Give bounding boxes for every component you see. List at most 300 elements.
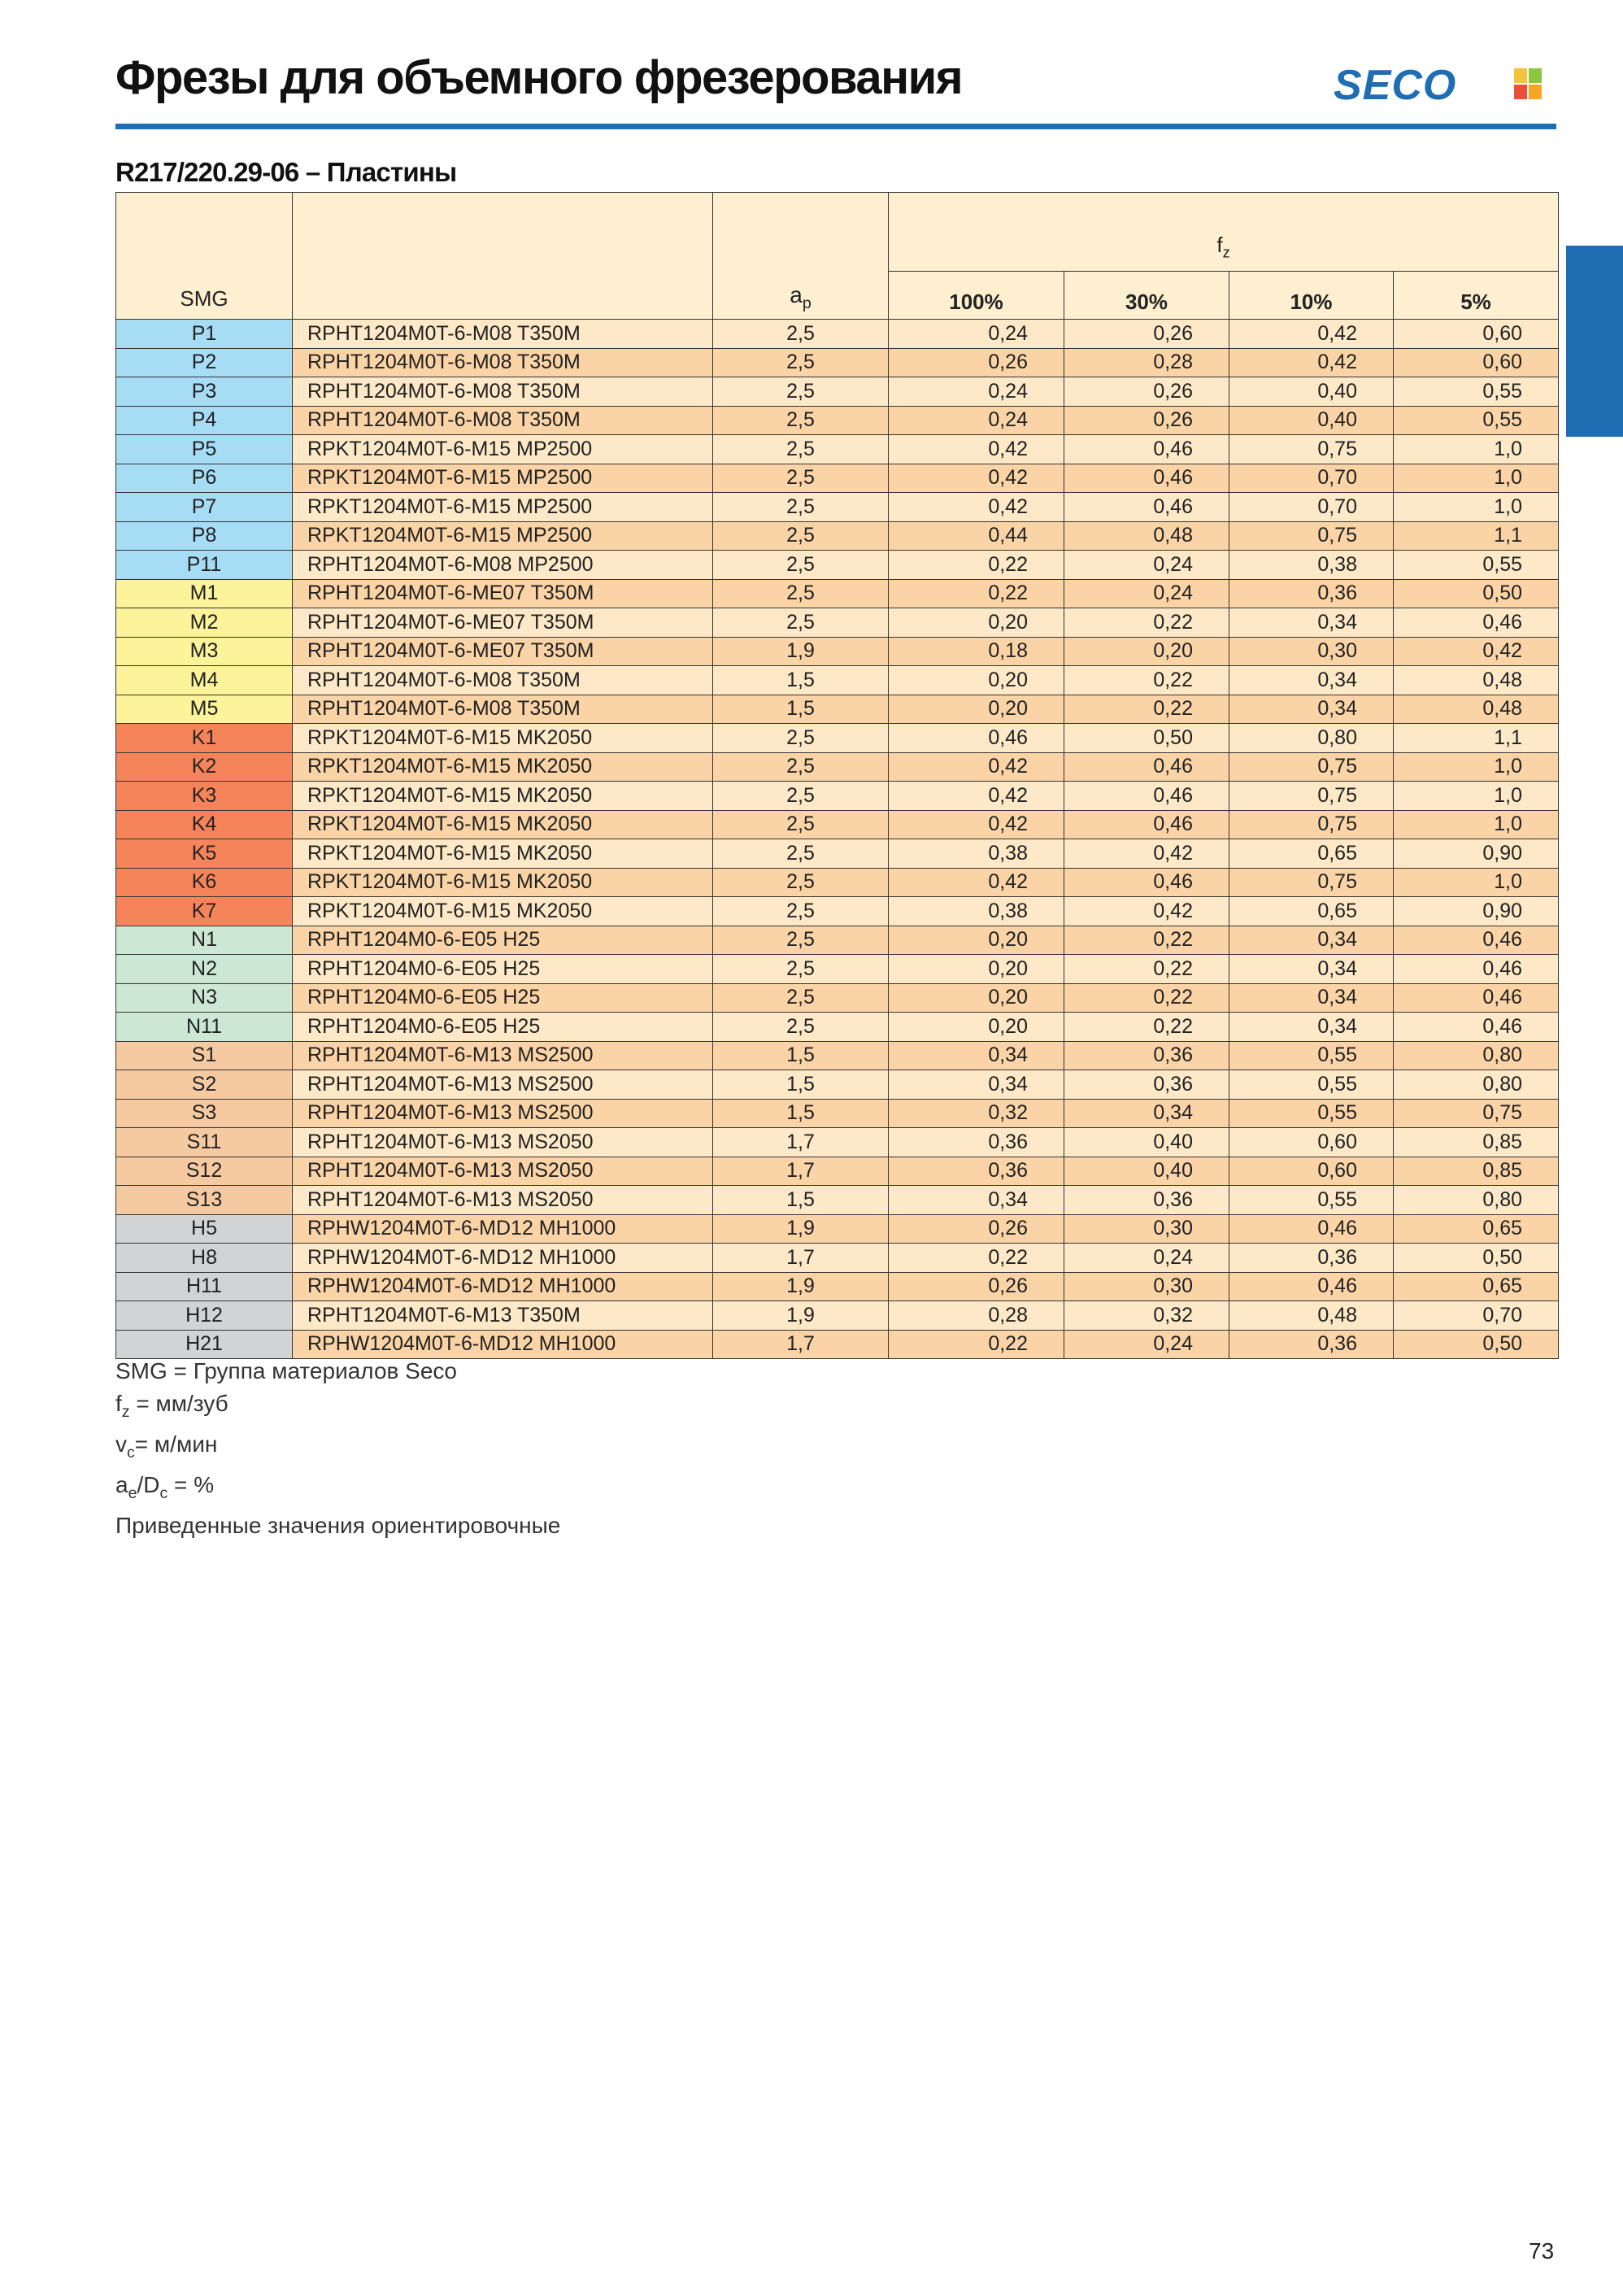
cell-ap: 1,7 (713, 1128, 889, 1157)
cell-insert: RPHW1204M0T-6-MD12 MH1000 (293, 1272, 713, 1301)
table-row (116, 521, 1559, 551)
cell-fz-5pct: 0,65 (1394, 1272, 1559, 1301)
cell-smg: P7 (116, 493, 293, 522)
cell-ap: 2,5 (713, 810, 889, 839)
cell-fz-30pct: 0,20 (1064, 637, 1229, 666)
cell-fz-30pct: 0,46 (1064, 435, 1229, 464)
cell-fz-10pct: 0,80 (1229, 724, 1394, 753)
cell-fz-10pct: 0,34 (1229, 695, 1394, 724)
cell-fz-10pct: 0,30 (1229, 637, 1394, 666)
cell-fz-30pct: 0,22 (1064, 666, 1229, 695)
header-pct-100: 100% (889, 272, 1064, 320)
table-row (116, 608, 1559, 638)
cell-fz-100pct: 0,20 (889, 695, 1064, 724)
cell-fz-5pct: 0,70 (1394, 1301, 1559, 1331)
cell-smg: S12 (116, 1157, 293, 1186)
cell-ap: 2,5 (713, 608, 889, 638)
cell-smg: P8 (116, 521, 293, 551)
cell-fz-5pct: 1,0 (1394, 493, 1559, 522)
cell-fz-5pct: 0,60 (1394, 320, 1559, 349)
cell-fz-5pct: 0,46 (1394, 983, 1559, 1013)
cell-ap: 2,5 (713, 435, 889, 464)
cell-smg: N3 (116, 983, 293, 1013)
cell-fz-10pct: 0,34 (1229, 1013, 1394, 1042)
cell-fz-30pct: 0,50 (1064, 724, 1229, 753)
cell-fz-100pct: 0,22 (889, 1330, 1064, 1359)
cell-smg: K6 (116, 868, 293, 897)
cell-fz-30pct: 0,36 (1064, 1186, 1229, 1215)
cell-smg: M4 (116, 666, 293, 695)
cell-fz-10pct: 0,40 (1229, 377, 1394, 407)
cell-ap: 2,5 (713, 955, 889, 984)
table-row (116, 983, 1559, 1013)
cell-fz-30pct: 0,46 (1064, 752, 1229, 782)
cell-fz-30pct: 0,26 (1064, 406, 1229, 435)
cell-fz-100pct: 0,20 (889, 955, 1064, 984)
cell-fz-10pct: 0,75 (1229, 782, 1394, 811)
cell-fz-10pct: 0,48 (1229, 1301, 1394, 1331)
cell-insert: RPHT1204M0T-6-ME07 T350M (293, 637, 713, 666)
cell-fz-30pct: 0,40 (1064, 1157, 1229, 1186)
cell-smg: M5 (116, 695, 293, 724)
cell-ap: 1,5 (713, 695, 889, 724)
cell-fz-30pct: 0,42 (1064, 897, 1229, 926)
cell-ap: 2,5 (713, 406, 889, 435)
cell-fz-5pct: 0,50 (1394, 1330, 1559, 1359)
cell-fz-100pct: 0,28 (889, 1301, 1064, 1331)
note-smg: SMG = Группа материалов Seco (115, 1358, 457, 1383)
cell-fz-5pct: 0,60 (1394, 348, 1559, 377)
cell-fz-5pct: 0,85 (1394, 1157, 1559, 1186)
cell-smg: M3 (116, 637, 293, 666)
cell-fz-5pct: 0,46 (1394, 1013, 1559, 1042)
logo-text: SECO (1334, 62, 1457, 109)
cell-smg: S13 (116, 1186, 293, 1215)
cell-fz-100pct: 0,26 (889, 1272, 1064, 1301)
cell-insert: RPHT1204M0T-6-M08 T350M (293, 406, 713, 435)
table-row (116, 493, 1559, 522)
logo-mark-icon (1514, 68, 1543, 101)
cell-fz-10pct: 0,34 (1229, 666, 1394, 695)
cell-fz-10pct: 0,42 (1229, 320, 1394, 349)
cell-ap: 2,5 (713, 1013, 889, 1042)
cell-smg: H8 (116, 1244, 293, 1273)
note-approx: Приведенные значения ориентировочные (115, 1512, 561, 1538)
cell-fz-100pct: 0,32 (889, 1099, 1064, 1128)
cell-insert: RPHT1204M0-6-E05 H25 (293, 955, 713, 984)
cell-fz-10pct: 0,36 (1229, 1244, 1394, 1273)
cell-smg: P6 (116, 464, 293, 493)
cell-fz-100pct: 0,24 (889, 377, 1064, 407)
cell-smg: H21 (116, 1330, 293, 1359)
cell-insert: RPHT1204M0T-6-M08 T350M (293, 320, 713, 349)
seco-logo (1334, 63, 1560, 107)
cell-fz-30pct: 0,22 (1064, 955, 1229, 984)
table-row (116, 695, 1559, 724)
cell-insert: RPKT1204M0T-6-M15 MK2050 (293, 897, 713, 926)
cell-fz-5pct: 0,46 (1394, 608, 1559, 638)
cell-fz-10pct: 0,75 (1229, 435, 1394, 464)
cell-fz-5pct: 1,0 (1394, 435, 1559, 464)
table-row (116, 810, 1559, 839)
cell-insert: RPHT1204M0T-6-M13 MS2050 (293, 1186, 713, 1215)
cell-fz-100pct: 0,42 (889, 464, 1064, 493)
table-row (116, 348, 1559, 377)
cell-fz-100pct: 0,42 (889, 868, 1064, 897)
cell-smg: K2 (116, 752, 293, 782)
title-rule (115, 124, 1556, 129)
cell-fz-5pct: 0,42 (1394, 637, 1559, 666)
table-row (116, 435, 1559, 464)
cell-ap: 1,5 (713, 1099, 889, 1128)
table-row (116, 1301, 1559, 1331)
cell-fz-10pct: 0,46 (1229, 1214, 1394, 1244)
cell-fz-10pct: 0,40 (1229, 406, 1394, 435)
cell-fz-10pct: 0,75 (1229, 752, 1394, 782)
cell-smg: H12 (116, 1301, 293, 1331)
cell-fz-100pct: 0,34 (889, 1041, 1064, 1070)
cell-smg: H11 (116, 1272, 293, 1301)
table-row (116, 1186, 1559, 1215)
cell-fz-30pct: 0,26 (1064, 320, 1229, 349)
cell-fz-30pct: 0,36 (1064, 1041, 1229, 1070)
table-row (116, 464, 1559, 493)
cell-insert: RPHT1204M0T-6-M13 MS2050 (293, 1157, 713, 1186)
cell-fz-5pct: 0,85 (1394, 1128, 1559, 1157)
cell-fz-100pct: 0,42 (889, 493, 1064, 522)
cell-ap: 1,5 (713, 1186, 889, 1215)
cell-ap: 2,5 (713, 752, 889, 782)
cell-fz-30pct: 0,42 (1064, 839, 1229, 869)
table-row (116, 1041, 1559, 1070)
cell-fz-5pct: 1,1 (1394, 724, 1559, 753)
table-row (116, 320, 1559, 349)
cell-fz-10pct: 0,42 (1229, 348, 1394, 377)
cell-fz-100pct: 0,26 (889, 348, 1064, 377)
cell-smg: N2 (116, 955, 293, 984)
header-fz: $f_z$ (889, 193, 1559, 272)
cell-fz-5pct: 0,46 (1394, 926, 1559, 955)
cell-insert: RPKT1204M0T-6-M15 MK2050 (293, 752, 713, 782)
cell-fz-30pct: 0,22 (1064, 695, 1229, 724)
table-row (116, 839, 1559, 869)
cell-insert: RPKT1204M0T-6-M15 MP2500 (293, 435, 713, 464)
cell-fz-5pct: 0,48 (1394, 666, 1559, 695)
cell-fz-5pct: 0,90 (1394, 897, 1559, 926)
table-subtitle: R217/220.29-06 – Пластины (115, 157, 457, 187)
cell-fz-100pct: 0,38 (889, 897, 1064, 926)
cell-ap: 2,5 (713, 868, 889, 897)
cell-ap: 2,5 (713, 839, 889, 869)
cell-fz-30pct: 0,48 (1064, 521, 1229, 551)
table-row (116, 1128, 1559, 1157)
cell-fz-30pct: 0,32 (1064, 1301, 1229, 1331)
header-pct-30: 30% (1064, 272, 1229, 320)
cell-fz-100pct: 0,24 (889, 406, 1064, 435)
cell-insert: RPHT1204M0T-6-M13 MS2500 (293, 1070, 713, 1100)
cell-fz-5pct: 1,0 (1394, 810, 1559, 839)
cell-smg: P1 (116, 320, 293, 349)
cell-fz-10pct: 0,34 (1229, 983, 1394, 1013)
cell-fz-100pct: 0,42 (889, 435, 1064, 464)
cell-fz-5pct: 0,50 (1394, 1244, 1559, 1273)
cell-insert: RPHT1204M0T-6-ME07 T350M (293, 579, 713, 608)
cell-fz-5pct: 1,1 (1394, 521, 1559, 551)
cell-fz-10pct: 0,60 (1229, 1157, 1394, 1186)
cell-insert: RPKT1204M0T-6-M15 MK2050 (293, 839, 713, 869)
cell-fz-30pct: 0,24 (1064, 551, 1229, 580)
cell-smg: K5 (116, 839, 293, 869)
cell-ap: 1,9 (713, 637, 889, 666)
table-row (116, 406, 1559, 435)
table-row (116, 926, 1559, 955)
cell-insert: RPHT1204M0-6-E05 H25 (293, 1013, 713, 1042)
cell-fz-5pct: 1,0 (1394, 868, 1559, 897)
cell-smg: M1 (116, 579, 293, 608)
cell-fz-5pct: 0,65 (1394, 1214, 1559, 1244)
cell-smg: N11 (116, 1013, 293, 1042)
cell-fz-10pct: 0,34 (1229, 955, 1394, 984)
cell-fz-100pct: 0,20 (889, 926, 1064, 955)
cell-fz-10pct: 0,46 (1229, 1272, 1394, 1301)
cell-smg: K1 (116, 724, 293, 753)
cell-fz-100pct: 0,42 (889, 782, 1064, 811)
cell-ap: 2,5 (713, 348, 889, 377)
cell-fz-100pct: 0,22 (889, 579, 1064, 608)
cell-fz-10pct: 0,55 (1229, 1041, 1394, 1070)
cell-fz-5pct: 0,80 (1394, 1070, 1559, 1100)
table-row (116, 1272, 1559, 1301)
header-ap: $a_p$ (713, 193, 889, 320)
cell-fz-5pct: 0,80 (1394, 1041, 1559, 1070)
cell-fz-100pct: 0,26 (889, 1214, 1064, 1244)
cell-fz-30pct: 0,34 (1064, 1099, 1229, 1128)
table-row (116, 1214, 1559, 1244)
cell-fz-30pct: 0,24 (1064, 579, 1229, 608)
cell-insert: RPHT1204M0T-6-M13 MS2050 (293, 1128, 713, 1157)
cell-fz-100pct: 0,22 (889, 551, 1064, 580)
table-row (116, 1099, 1559, 1128)
cell-ap: 1,7 (713, 1157, 889, 1186)
cell-fz-100pct: 0,36 (889, 1157, 1064, 1186)
cell-fz-30pct: 0,22 (1064, 608, 1229, 638)
cell-smg: S1 (116, 1041, 293, 1070)
cell-fz-5pct: 0,55 (1394, 551, 1559, 580)
cell-fz-30pct: 0,46 (1064, 810, 1229, 839)
cell-insert: RPHT1204M0-6-E05 H25 (293, 983, 713, 1013)
cell-fz-30pct: 0,40 (1064, 1128, 1229, 1157)
cell-smg: S11 (116, 1128, 293, 1157)
page-title: Фрезы для объемного фрезерования (115, 51, 963, 104)
note-ae-dc: $a_e/D_c$ = % (115, 1471, 215, 1502)
cell-fz-10pct: 0,60 (1229, 1128, 1394, 1157)
table-body (116, 320, 1559, 1359)
cell-fz-100pct: 0,20 (889, 983, 1064, 1013)
cell-smg: K3 (116, 782, 293, 811)
cell-ap: 2,5 (713, 579, 889, 608)
cell-ap: 1,5 (713, 1070, 889, 1100)
cell-fz-100pct: 0,36 (889, 1128, 1064, 1157)
cell-fz-100pct: 0,22 (889, 1244, 1064, 1273)
cutting-data-table (115, 192, 1559, 1359)
cell-fz-5pct: 0,75 (1394, 1099, 1559, 1128)
cell-fz-30pct: 0,36 (1064, 1070, 1229, 1100)
table-row (116, 955, 1559, 984)
cell-ap: 2,5 (713, 464, 889, 493)
cell-fz-100pct: 0,20 (889, 1013, 1064, 1042)
table-row (116, 1070, 1559, 1100)
cell-fz-5pct: 1,0 (1394, 752, 1559, 782)
table-row (116, 579, 1559, 608)
cell-insert: RPHT1204M0T-6-M13 T350M (293, 1301, 713, 1331)
cell-fz-10pct: 0,70 (1229, 493, 1394, 522)
cell-smg: P5 (116, 435, 293, 464)
cell-insert: RPHT1204M0T-6-M13 MS2500 (293, 1041, 713, 1070)
section-side-tab (1566, 246, 1623, 437)
cell-fz-100pct: 0,44 (889, 521, 1064, 551)
cell-fz-100pct: 0,24 (889, 320, 1064, 349)
cell-fz-5pct: 0,55 (1394, 377, 1559, 407)
cell-smg: S3 (116, 1099, 293, 1128)
cell-smg: S2 (116, 1070, 293, 1100)
cell-smg: K4 (116, 810, 293, 839)
cell-fz-30pct: 0,24 (1064, 1330, 1229, 1359)
cell-fz-10pct: 0,75 (1229, 810, 1394, 839)
cell-fz-100pct: 0,18 (889, 637, 1064, 666)
cell-fz-5pct: 0,50 (1394, 579, 1559, 608)
header-pct-10: 10% (1229, 272, 1394, 320)
cell-fz-100pct: 0,42 (889, 810, 1064, 839)
cell-fz-100pct: 0,38 (889, 839, 1064, 869)
table-row (116, 1013, 1559, 1042)
cell-ap: 2,5 (713, 320, 889, 349)
table-row (116, 782, 1559, 811)
cell-ap: 1,7 (713, 1244, 889, 1273)
note-vc: $v_c= м/мин$ (115, 1431, 218, 1462)
cell-fz-10pct: 0,34 (1229, 926, 1394, 955)
cell-insert: RPKT1204M0T-6-M15 MP2500 (293, 493, 713, 522)
cell-fz-100pct: 0,34 (889, 1070, 1064, 1100)
cell-ap: 2,5 (713, 926, 889, 955)
cell-insert: RPHT1204M0T-6-M08 T350M (293, 695, 713, 724)
cell-ap: 2,5 (713, 897, 889, 926)
note-fz: $f_z = мм/зуб$ (115, 1391, 228, 1421)
cell-insert: RPHT1204M0T-6-M08 T350M (293, 377, 713, 407)
cell-smg: K7 (116, 897, 293, 926)
cell-fz-10pct: 0,75 (1229, 868, 1394, 897)
cell-smg: P3 (116, 377, 293, 407)
cell-insert: RPHT1204M0T-6-M13 MS2500 (293, 1099, 713, 1128)
cell-fz-10pct: 0,55 (1229, 1186, 1394, 1215)
cell-insert: RPHT1204M0T-6-M08 T350M (293, 348, 713, 377)
table-row (116, 551, 1559, 580)
cell-smg: M2 (116, 608, 293, 638)
header-insert (293, 193, 713, 320)
cell-insert: RPKT1204M0T-6-M15 MK2050 (293, 724, 713, 753)
cell-fz-10pct: 0,70 (1229, 464, 1394, 493)
cell-fz-5pct: 0,48 (1394, 695, 1559, 724)
table-row (116, 1244, 1559, 1273)
cell-smg: N1 (116, 926, 293, 955)
cell-ap: 2,5 (713, 521, 889, 551)
cell-ap: 1,5 (713, 1041, 889, 1070)
cell-ap: 2,5 (713, 782, 889, 811)
table-row (116, 637, 1559, 666)
cell-fz-100pct: 0,20 (889, 608, 1064, 638)
cell-fz-10pct: 0,34 (1229, 608, 1394, 638)
cell-insert: RPKT1204M0T-6-M15 MK2050 (293, 868, 713, 897)
cell-fz-30pct: 0,24 (1064, 1244, 1229, 1273)
header-pct-5: 5% (1394, 272, 1559, 320)
table-row (116, 666, 1559, 695)
cell-fz-5pct: 0,80 (1394, 1186, 1559, 1215)
cell-insert: RPHT1204M0T-6-ME07 T350M (293, 608, 713, 638)
cell-fz-5pct: 1,0 (1394, 464, 1559, 493)
cell-insert: RPKT1204M0T-6-M15 MP2500 (293, 521, 713, 551)
cell-insert: RPHT1204M0-6-E05 H25 (293, 926, 713, 955)
cell-smg: P11 (116, 551, 293, 580)
cell-smg: P2 (116, 348, 293, 377)
cell-fz-30pct: 0,26 (1064, 377, 1229, 407)
cell-fz-30pct: 0,22 (1064, 1013, 1229, 1042)
cell-fz-5pct: 0,46 (1394, 955, 1559, 984)
header-smg: SMG (116, 193, 293, 320)
cell-fz-10pct: 0,65 (1229, 839, 1394, 869)
cell-ap: 2,5 (713, 377, 889, 407)
cell-fz-30pct: 0,22 (1064, 926, 1229, 955)
cell-fz-10pct: 0,55 (1229, 1070, 1394, 1100)
cell-fz-10pct: 0,38 (1229, 551, 1394, 580)
cell-insert: RPHW1204M0T-6-MD12 MH1000 (293, 1330, 713, 1359)
cell-fz-100pct: 0,34 (889, 1186, 1064, 1215)
cell-fz-10pct: 0,55 (1229, 1099, 1394, 1128)
cell-fz-30pct: 0,46 (1064, 782, 1229, 811)
table-row (116, 868, 1559, 897)
table-notes (115, 1355, 560, 1542)
cell-fz-30pct: 0,46 (1064, 868, 1229, 897)
cell-fz-10pct: 0,65 (1229, 897, 1394, 926)
cell-fz-5pct: 0,55 (1394, 406, 1559, 435)
cell-insert: RPKT1204M0T-6-M15 MP2500 (293, 464, 713, 493)
cell-insert: RPHT1204M0T-6-M08 MP2500 (293, 551, 713, 580)
cell-fz-10pct: 0,75 (1229, 521, 1394, 551)
cell-ap: 2,5 (713, 724, 889, 753)
cell-insert: RPKT1204M0T-6-M15 MK2050 (293, 782, 713, 811)
cell-ap: 1,9 (713, 1214, 889, 1244)
cell-fz-100pct: 0,46 (889, 724, 1064, 753)
cell-fz-30pct: 0,46 (1064, 464, 1229, 493)
cell-ap: 1,9 (713, 1272, 889, 1301)
page-number: 73 (1529, 2238, 1555, 2263)
table-row (116, 752, 1559, 782)
cell-ap: 2,5 (713, 551, 889, 580)
cell-fz-10pct: 0,36 (1229, 579, 1394, 608)
table-row (116, 377, 1559, 407)
cell-insert: RPKT1204M0T-6-M15 MK2050 (293, 810, 713, 839)
cell-fz-5pct: 0,90 (1394, 839, 1559, 869)
cell-fz-100pct: 0,42 (889, 752, 1064, 782)
cell-smg: P4 (116, 406, 293, 435)
cell-insert: RPHW1204M0T-6-MD12 MH1000 (293, 1244, 713, 1273)
cell-ap: 1,7 (713, 1330, 889, 1359)
cell-fz-30pct: 0,28 (1064, 348, 1229, 377)
cell-fz-30pct: 0,30 (1064, 1214, 1229, 1244)
cell-insert: RPHT1204M0T-6-M08 T350M (293, 666, 713, 695)
cell-ap: 1,9 (713, 1301, 889, 1331)
cell-ap: 2,5 (713, 493, 889, 522)
table-row (116, 1157, 1559, 1186)
cell-fz-5pct: 1,0 (1394, 782, 1559, 811)
